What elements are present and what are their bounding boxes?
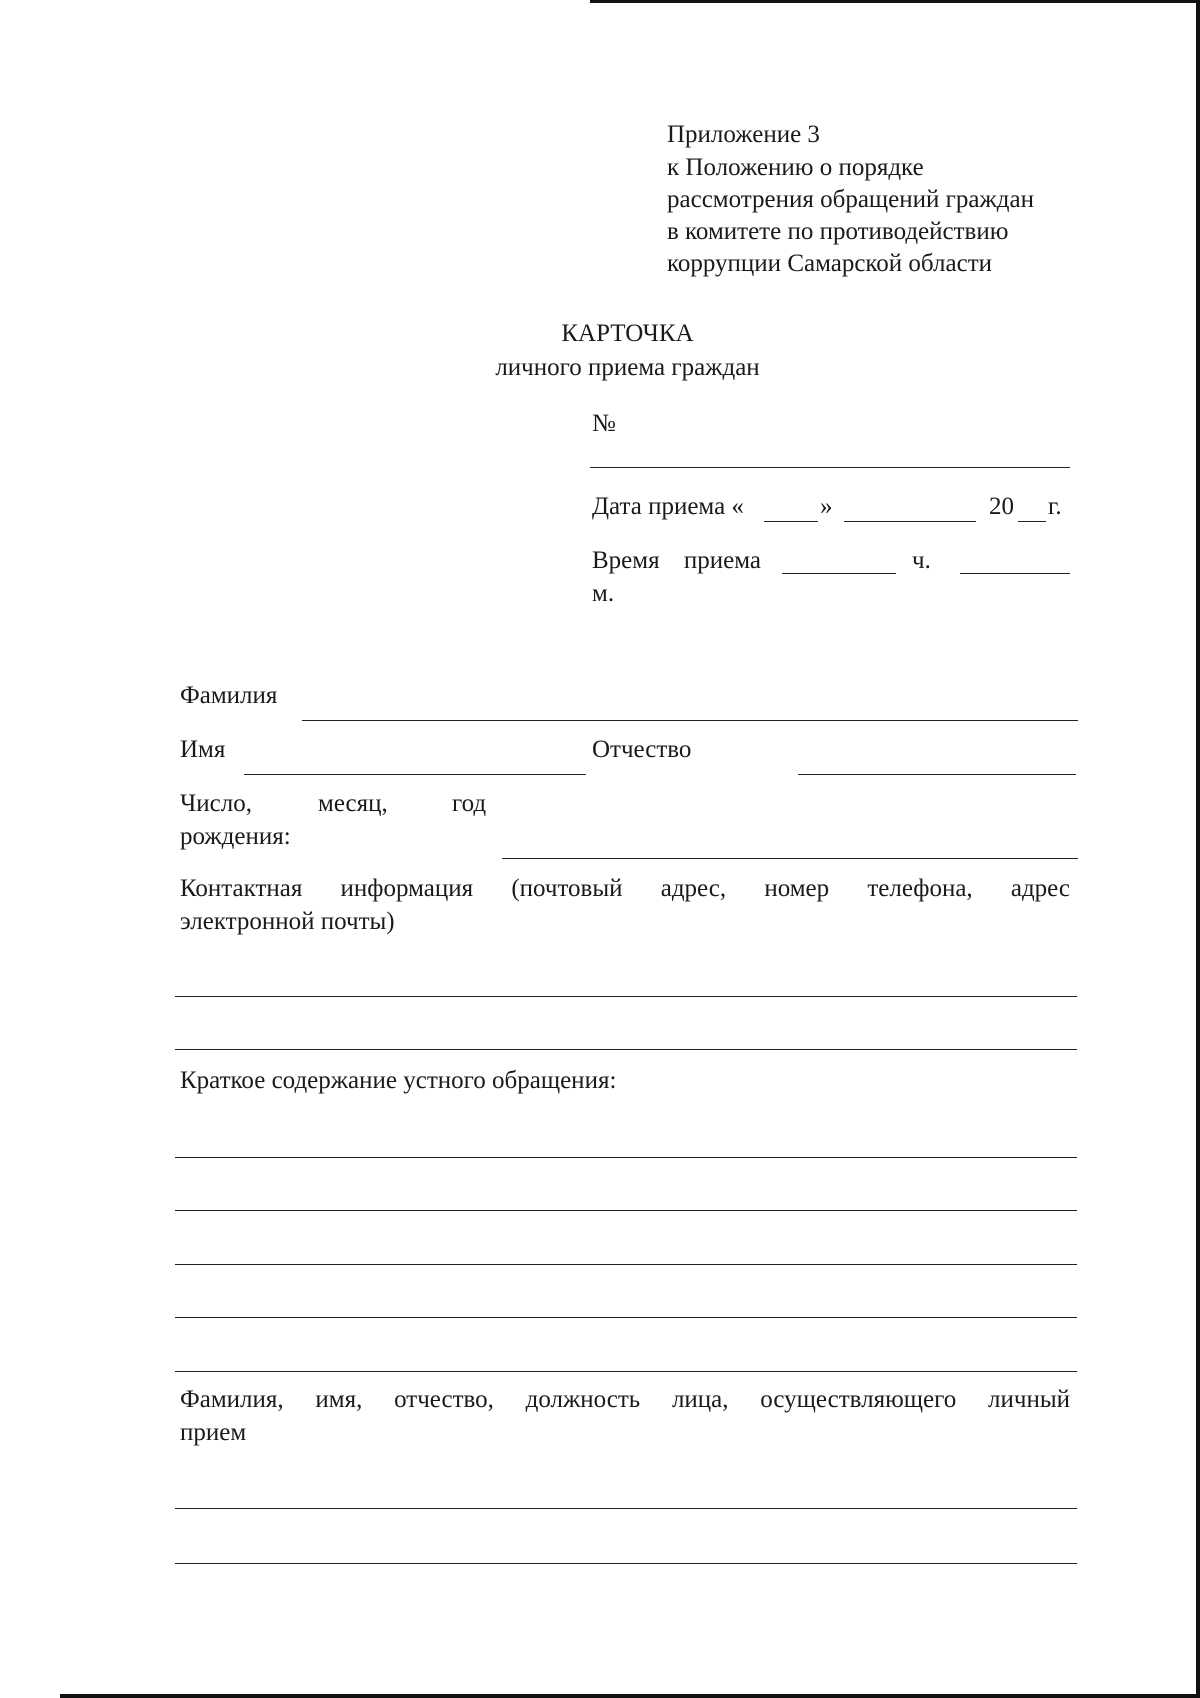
appendix-line-3: рассмотрения обращений граждан xyxy=(667,186,1034,213)
official-field-1[interactable] xyxy=(175,1508,1077,1509)
contact-info-field-1[interactable] xyxy=(175,996,1077,997)
appeal-summary-field-5[interactable] xyxy=(175,1371,1077,1372)
official-label-line2: прием xyxy=(180,1419,247,1446)
appendix-line-5: коррупции Самарской области xyxy=(667,250,992,277)
birth-date-field[interactable] xyxy=(502,858,1078,859)
appendix-line-4: в комитете по противодействию xyxy=(667,218,1009,245)
reception-day-field[interactable] xyxy=(764,521,818,522)
appendix-line-2: к Положению о порядке xyxy=(667,154,924,181)
patronymic-field[interactable] xyxy=(798,774,1076,775)
name-field[interactable] xyxy=(244,774,586,775)
scan-border-right xyxy=(1196,0,1200,1698)
page-title: КАРТОЧКА xyxy=(561,320,694,347)
reception-date-close-quote: » xyxy=(820,493,833,520)
card-number-field[interactable] xyxy=(590,467,1070,468)
birth-label-month: месяц, xyxy=(318,790,388,817)
appendix-line-1: Приложение 3 xyxy=(667,121,820,148)
reception-year-suffix: г. xyxy=(1048,493,1062,520)
reception-minutes-unit: м. xyxy=(592,580,615,607)
appeal-summary-field-1[interactable] xyxy=(175,1157,1077,1158)
reception-date-label: Дата приема « xyxy=(592,493,744,520)
surname-field[interactable] xyxy=(302,720,1078,721)
scan-border-bottom xyxy=(60,1694,1200,1698)
appeal-summary-field-4[interactable] xyxy=(175,1317,1077,1318)
official-label-line1: Фамилия, имя, отчество, должность лица, осуществляющего личный xyxy=(180,1386,1070,1413)
birth-label-year: год xyxy=(452,790,487,817)
appeal-summary-label: Краткое содержание устного обращения: xyxy=(180,1067,617,1094)
card-number-label: № xyxy=(592,410,616,437)
page-subtitle: личного приема граждан xyxy=(495,354,760,381)
patronymic-label: Отчество xyxy=(592,736,692,763)
contact-info-label-line2: электронной почты) xyxy=(180,908,395,935)
contact-info-field-2[interactable] xyxy=(175,1049,1077,1050)
reception-year-prefix: 20 xyxy=(989,493,1014,520)
official-field-2[interactable] xyxy=(175,1563,1077,1564)
appeal-summary-field-3[interactable] xyxy=(175,1264,1077,1265)
birth-label-line2: рождения: xyxy=(180,823,291,850)
surname-label: Фамилия xyxy=(180,682,278,709)
reception-hours-unit: ч. xyxy=(912,547,931,574)
appeal-summary-field-2[interactable] xyxy=(175,1210,1077,1211)
reception-hours-field[interactable] xyxy=(782,573,896,574)
reception-minutes-field[interactable] xyxy=(960,573,1070,574)
reception-month-field[interactable] xyxy=(844,521,976,522)
contact-info-label-line1: Контактная информация (почтовый адрес, номер телефона, адрес xyxy=(180,875,1070,902)
birth-label-day: Число, xyxy=(180,790,252,817)
scan-border-top xyxy=(590,0,1200,3)
reception-year-field[interactable] xyxy=(1018,521,1046,522)
name-label: Имя xyxy=(180,736,226,763)
reception-time-label: Время приема xyxy=(592,547,761,574)
